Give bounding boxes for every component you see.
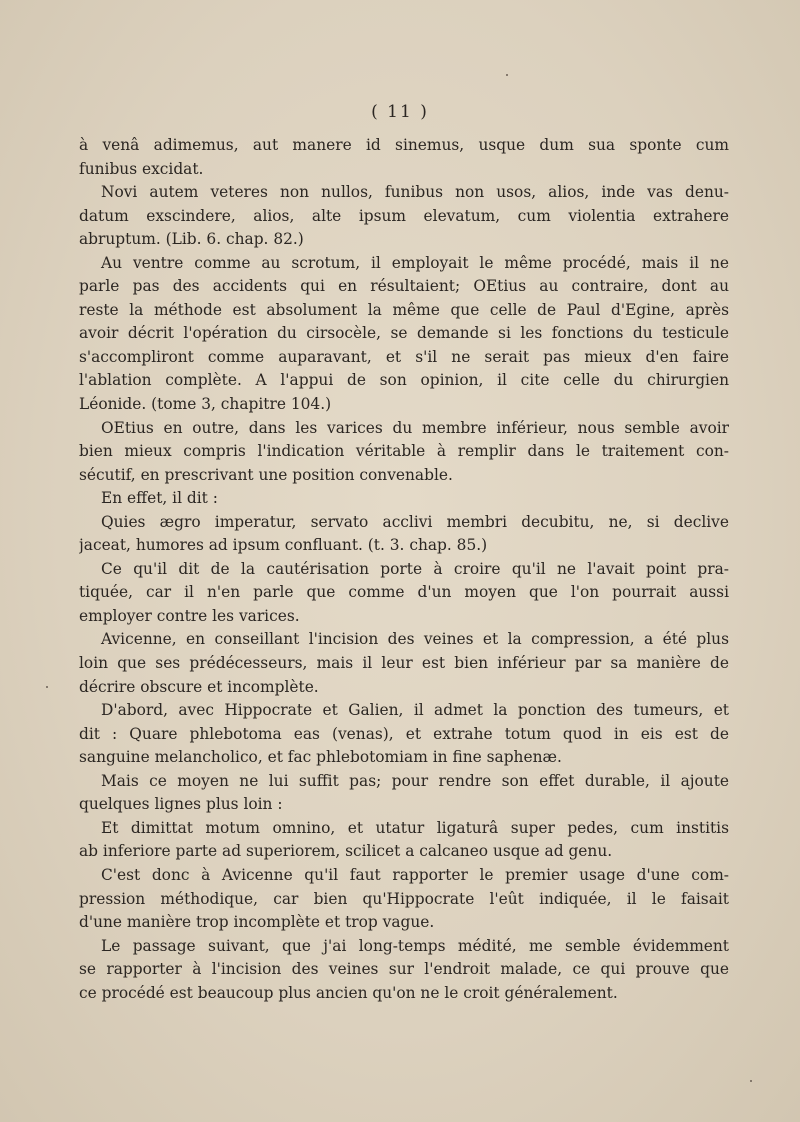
text-line: D'abord, avec Hippocrate et Galien, il admet la ponction des tumeurs, et <box>101 701 729 720</box>
text-line: loin que ses prédécesseurs, mais il leur est bien inférieur par sa manière de <box>79 654 729 673</box>
text-line: OEtius en outre, dans les varices du membre inférieur, nous semble avoir <box>101 418 729 437</box>
text-line: Mais ce moyen ne lui suffit pas; pour rendre son effet durable, il ajoute <box>101 771 729 790</box>
paper-speck <box>750 1080 752 1082</box>
text-line: En effet, il dit : <box>101 489 218 508</box>
text-line: Novi autem veteres non nullos, funibus non usos, alios, inde vas denu- <box>101 183 729 202</box>
text-line: jaceat, humores ad ipsum confluant. (t. 3. chap. 85.) <box>79 536 488 555</box>
text-line: dit : Quare phlebotoma eas (venas), et extrahe totum quod in eis est de <box>79 724 729 743</box>
text-line: reste la méthode est absolument la même que celle de Paul d'Egine, après <box>79 300 729 319</box>
text-line: Quies ægro imperatur, servato acclivi membri decubitu, ne, si declive <box>101 512 729 531</box>
paper-speck <box>46 686 48 688</box>
text-line: décrire obscure et incomplète. <box>79 677 319 696</box>
text-line: Avicenne, en conseillant l'incision des veines et la compression, a été plus <box>101 630 729 649</box>
text-line: Ce qu'il dit de la cautérisation porte à croire qu'il ne l'avait point pra- <box>101 559 729 578</box>
text-line: ab inferiore parte ad superiorem, scilicet a calcaneo usque ad genu. <box>79 842 613 861</box>
text-line: datum exscindere, alios, alte ipsum elevatum, cum violentia extrahere <box>79 206 729 225</box>
text-line: C'est donc à Avicenne qu'il faut rapporter le premier usage d'une com- <box>101 865 729 884</box>
text-line: Et dimittat motum omnino, et utatur ligaturâ super pedes, cum institis <box>101 818 729 837</box>
text-line: ce procédé est beaucoup plus ancien qu'on ne le croit généralement. <box>79 983 618 1002</box>
text-line: d'une manière trop incomplète et trop vague. <box>79 913 435 932</box>
text-line: quelques lignes plus loin : <box>79 795 283 814</box>
body-text <box>79 134 729 1005</box>
text-line: employer contre les varices. <box>79 606 300 625</box>
page-number: ( 11 ) <box>371 102 429 122</box>
text-line: se rapporter à l'incision des veines sur l'endroit malade, ce qui prouve que <box>79 960 729 979</box>
text-line: l'ablation complète. A l'appui de son opinion, il cite celle du chirurgien <box>79 371 729 390</box>
text-line: à venâ adimemus, aut manere id sinemus, usque dum sua sponte cum <box>79 136 729 154</box>
text-line: sécutif, en prescrivant une position convenable. <box>79 465 453 484</box>
text-line: abruptum. (Lib. 6. chap. 82.) <box>79 230 304 249</box>
text-line: Au ventre comme au scrotum, il employait le même procédé, mais il ne <box>101 253 729 272</box>
text-line: Léonide. (tome 3, chapitre 104.) <box>79 395 332 414</box>
text-line: parle pas des accidents qui en résultaient; OEtius au contraire, dont au <box>79 277 729 296</box>
text-line: pression méthodique, car bien qu'Hippocrate l'eût indiquée, il le faisait <box>79 889 729 908</box>
text-line: avoir décrit l'opération du cirsocèle, se demande si les fonctions du testicule <box>79 324 729 343</box>
text-line: bien mieux compris l'indication véritable à remplir dans le traitement con- <box>79 442 729 461</box>
text-line: sanguine melancholico, et fac phlebotomiam in fine saphenæ. <box>79 748 562 767</box>
text-line: funibus excidat. <box>79 159 204 178</box>
text-line: tiquée, car il n'en parle que comme d'un moyen que l'on pourrait aussi <box>79 583 729 602</box>
text-line: s'accompliront comme auparavant, et s'il ne serait pas mieux d'en faire <box>79 347 729 366</box>
paper-speck <box>506 74 508 76</box>
text-line: Le passage suivant, que j'ai long-temps médité, me semble évidemment <box>101 936 729 955</box>
